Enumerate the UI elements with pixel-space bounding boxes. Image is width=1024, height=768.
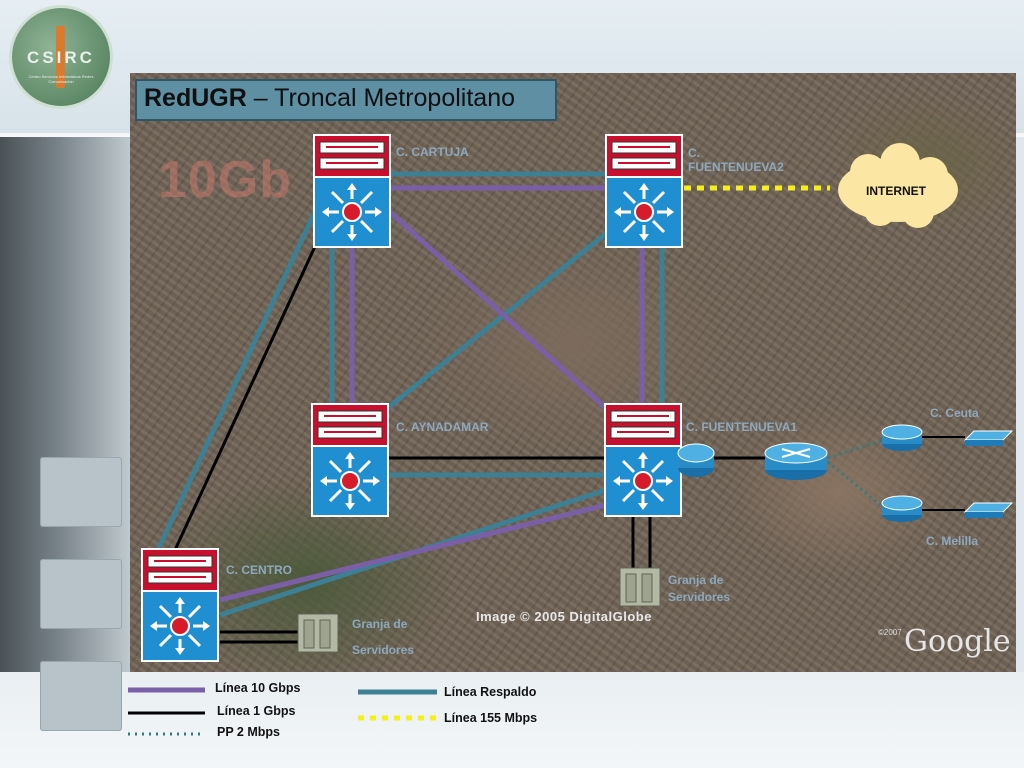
title-bold: RedUGR [144,84,247,112]
watermark-10gb: 10Gb [158,151,293,209]
logo-subtitle: Centro Servicios Informáticos Redes Comunicación [28,74,94,84]
lan-switch-ceuta-icon [965,431,1012,446]
legend-155-label: Línea 155 Mbps [444,711,538,725]
label-fuentenueva2: C. FUENTENUEVA2 [688,146,784,174]
label-cartuja: C. CARTUJA [396,145,469,159]
legend-1g-label: Línea 1 Gbps [217,704,296,718]
label-server-farm-2-line2: Servidores [668,590,731,604]
switch-cartuja [314,135,390,247]
server-farm-2-icon [620,568,660,606]
page-title [144,84,515,113]
title-rest: – Troncal Metropolitano [246,84,515,112]
label-server-farm-2-line1: Granja de [668,573,724,587]
legend-10g-label: Línea 10 Gbps [215,681,301,695]
label-melilla: C. Melilla [926,534,979,548]
backup-links [158,174,662,615]
label-server-farm-1-line1: Granja de [352,617,408,631]
router-ceuta-icon [882,425,922,451]
label-internet: INTERNET [866,184,926,198]
router-melilla-icon [882,496,922,522]
server-farm-1-icon [298,614,338,652]
switch-aynadamar [312,404,388,516]
line-10g-links [220,188,642,600]
switch-centro [142,549,218,661]
label-centro: C. CENTRO [226,563,292,577]
legend-pp2-label: PP 2 Mbps [217,725,280,739]
lan-switch-melilla-icon [965,503,1012,518]
switch-fuentenueva2 [606,135,682,247]
logo-text: CSIRC [27,48,95,67]
pp2-links [828,440,884,508]
google-logo: Google [904,624,1011,659]
label-ceuta: C. Ceuta [930,406,979,420]
map-copyright: ©2007 [878,628,902,637]
label-fuentenueva1: C. FUENTENUEVA1 [686,420,798,434]
label-aynadamar: C. AYNADAMAR [396,420,489,434]
map-credit: Image © 2005 DigitalGlobe [476,609,652,624]
legend-backup-label: Línea Respaldo [444,685,537,699]
switch-fuentenueva1 [605,404,681,516]
router-fuentenueva1-edge [678,444,714,477]
router-main-icon [765,443,827,480]
label-server-farm-1-line2: Servidores [352,643,415,657]
